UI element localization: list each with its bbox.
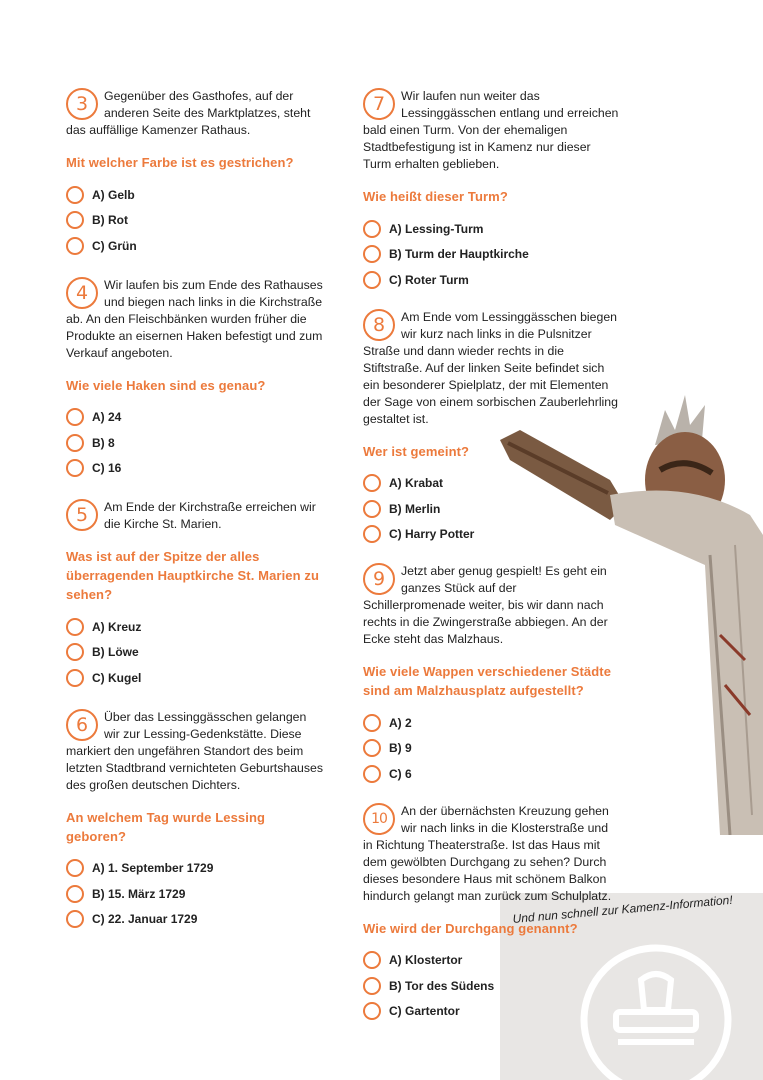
station-number: 5 xyxy=(66,499,98,531)
option-label: C) Roter Turm xyxy=(389,272,469,287)
station-intro: Wir laufen nun weiter das Lessinggässchen entlang und erreichen bald einen Turm. Von der ehemaligen Stadtbefestigung ist in Kamenz nur dieser Turm erhalten geblieben. xyxy=(363,89,619,171)
option-label: A) Klostertor xyxy=(389,953,463,968)
radio-circle-icon[interactable] xyxy=(66,434,84,452)
answer-option[interactable] xyxy=(363,973,621,999)
option-label: A) 2 xyxy=(389,715,412,730)
station-number: 3 xyxy=(66,88,98,120)
radio-circle-icon[interactable] xyxy=(363,977,381,995)
option-label: A) Kreuz xyxy=(92,619,142,634)
station-intro: An der übernächsten Kreuzung gehen wir nach links in die Klosterstraße und in Richtung Theaterstraße. Ist das Haus mit dem gewölbten Durchgang zu sehen? Durch dieses besondere Haus mit schönem Balkon hindurch gelangt man zurück zum Schulplatz. xyxy=(363,803,612,903)
station-intro: Am Ende vom Lessinggässchen biegen wir kurz nach links in die Pulsnitzer Straße und dann wieder rechts in die Stiftstraße. Auf der linken Seite befindet sich ein besonderer Spielplatz, der mit Elementen der Sage von einem sorbischen Zauberlehrling gestaltet ist. xyxy=(363,309,618,426)
radio-circle-icon[interactable] xyxy=(363,765,381,783)
answer-option[interactable] xyxy=(363,496,621,522)
radio-circle-icon[interactable] xyxy=(363,951,381,969)
radio-circle-icon[interactable] xyxy=(66,885,84,903)
answer-option[interactable] xyxy=(66,233,324,259)
station-number: 10 xyxy=(363,803,395,835)
answer-option[interactable] xyxy=(66,430,324,456)
option-label: A) 24 xyxy=(92,410,122,425)
answer-option[interactable] xyxy=(363,710,621,736)
option-label: B) Löwe xyxy=(92,645,139,660)
station-6 xyxy=(66,709,324,933)
answer-option[interactable] xyxy=(66,208,324,234)
station-question: Wie heißt dieser Turm? xyxy=(363,189,508,204)
answer-option[interactable] xyxy=(363,736,621,762)
answer-option[interactable] xyxy=(66,881,324,907)
station-9 xyxy=(363,563,621,787)
option-label: C) Grün xyxy=(92,238,137,253)
radio-circle-icon[interactable] xyxy=(66,910,84,928)
radio-circle-icon[interactable] xyxy=(363,271,381,289)
option-label: A) Gelb xyxy=(92,187,135,202)
info-box-text: Und nun schnell zur Kamenz-Information! xyxy=(512,892,734,926)
station-question: Wie viele Haken sind es genau? xyxy=(66,377,266,393)
answer-option[interactable] xyxy=(66,907,324,933)
station-number: 6 xyxy=(66,709,98,741)
radio-circle-icon[interactable] xyxy=(363,474,381,492)
option-label: C) 22. Januar 1729 xyxy=(92,912,198,927)
option-label: C) 6 xyxy=(389,766,412,781)
option-label: B) Merlin xyxy=(389,501,441,516)
station-number: 7 xyxy=(363,88,395,120)
answer-option[interactable] xyxy=(66,640,324,666)
answer-option[interactable] xyxy=(363,522,621,548)
station-10 xyxy=(363,803,621,1025)
option-label: B) 8 xyxy=(92,435,115,450)
option-label: A) Lessing-Turm xyxy=(389,221,484,236)
station-7 xyxy=(363,88,621,293)
answer-option[interactable] xyxy=(66,856,324,882)
radio-circle-icon[interactable] xyxy=(66,459,84,477)
station-question: Was ist auf der Spitze der alles überragenden Hauptkirche St. Marien zu sehen? xyxy=(66,549,320,602)
option-label: B) Rot xyxy=(92,213,128,228)
station-question: Wie wird der Durchgang genannt? xyxy=(363,920,578,936)
option-label: C) Harry Potter xyxy=(389,527,475,542)
station-intro: Jetzt aber genug gespielt! Es geht ein ganzes Stück auf der Schillerpromenade weiter, bis wir dann nach rechts in die Zwingerstraße abbiegen. An der Ecke steht das Malzhaus. xyxy=(363,564,608,646)
answer-option[interactable] xyxy=(66,405,324,431)
answer-option[interactable] xyxy=(363,761,621,787)
radio-circle-icon[interactable] xyxy=(363,1002,381,1020)
radio-circle-icon[interactable] xyxy=(66,408,84,426)
option-label: A) Krabat xyxy=(389,476,444,491)
station-intro: Wir laufen bis zum Ende des Rathauses und biegen nach links in die Kirchstraße ab. An den Fleischbänken wurden früher die Produkte an eisernen Haken befestigt und zum Verkauf angeboten. xyxy=(66,277,323,360)
station-question: Mit welcher Farbe ist es gestrichen? xyxy=(66,155,294,170)
radio-circle-icon[interactable] xyxy=(363,500,381,518)
answer-option[interactable] xyxy=(66,182,324,208)
answer-option[interactable] xyxy=(363,216,621,242)
radio-circle-icon[interactable] xyxy=(363,739,381,757)
radio-circle-icon[interactable] xyxy=(66,669,84,687)
radio-circle-icon[interactable] xyxy=(66,186,84,204)
station-number: 9 xyxy=(363,563,395,595)
radio-circle-icon[interactable] xyxy=(363,714,381,732)
radio-circle-icon[interactable] xyxy=(66,211,84,229)
radio-circle-icon[interactable] xyxy=(66,859,84,877)
station-intro: Am Ende der Kirchstraße erreichen wir die Kirche St. Marien. xyxy=(104,500,316,531)
option-label: C) Gartentor xyxy=(389,1004,460,1019)
station-5 xyxy=(66,499,324,691)
station-number: 4 xyxy=(66,277,98,309)
station-intro: Gegenüber des Gasthofes, auf der anderen Seite des Marktplatzes, steht das auffällige Kamenzer Rathaus. xyxy=(66,89,311,137)
radio-circle-icon[interactable] xyxy=(66,237,84,255)
answer-option[interactable] xyxy=(363,267,621,293)
radio-circle-icon[interactable] xyxy=(66,618,84,636)
option-label: C) Kugel xyxy=(92,670,142,685)
station-8 xyxy=(363,309,621,548)
option-label: B) 15. März 1729 xyxy=(92,886,186,901)
radio-circle-icon[interactable] xyxy=(66,643,84,661)
option-label: B) 9 xyxy=(389,741,412,756)
station-4 xyxy=(66,277,324,482)
option-label: B) Turm der Hauptkirche xyxy=(389,247,529,262)
answer-option[interactable] xyxy=(363,242,621,268)
station-3 xyxy=(66,88,324,259)
answer-option[interactable] xyxy=(66,456,324,482)
option-label: C) 16 xyxy=(92,461,122,476)
station-question: An welchem Tag wurde Lessing geboren? xyxy=(66,809,266,844)
answer-option[interactable] xyxy=(363,999,621,1025)
right-column xyxy=(363,88,621,1024)
answer-option[interactable] xyxy=(363,471,621,497)
station-question: Wer ist gemeint? xyxy=(363,443,470,459)
option-label: B) Tor des Südens xyxy=(389,978,495,993)
station-question: Wie viele Wappen verschiedener Städte sind am Malzhausplatz aufgestellt? xyxy=(363,664,612,698)
answer-option[interactable] xyxy=(66,665,324,691)
station-intro: Über das Lessinggässchen gelangen wir zur Lessing-Gedenkstätte. Diese markiert den ungefähren Standort des beim letzten Stadtbrand vernichteten Geburtshauses des großen deutschen Dichters. xyxy=(66,709,324,792)
left-column xyxy=(66,88,324,932)
radio-circle-icon[interactable] xyxy=(363,525,381,543)
station-number: 8 xyxy=(363,309,395,341)
option-label: A) 1. September 1729 xyxy=(92,861,214,876)
answer-option[interactable] xyxy=(66,614,324,640)
radio-circle-icon[interactable] xyxy=(363,220,381,238)
answer-option[interactable] xyxy=(363,948,621,974)
radio-circle-icon[interactable] xyxy=(363,245,381,263)
